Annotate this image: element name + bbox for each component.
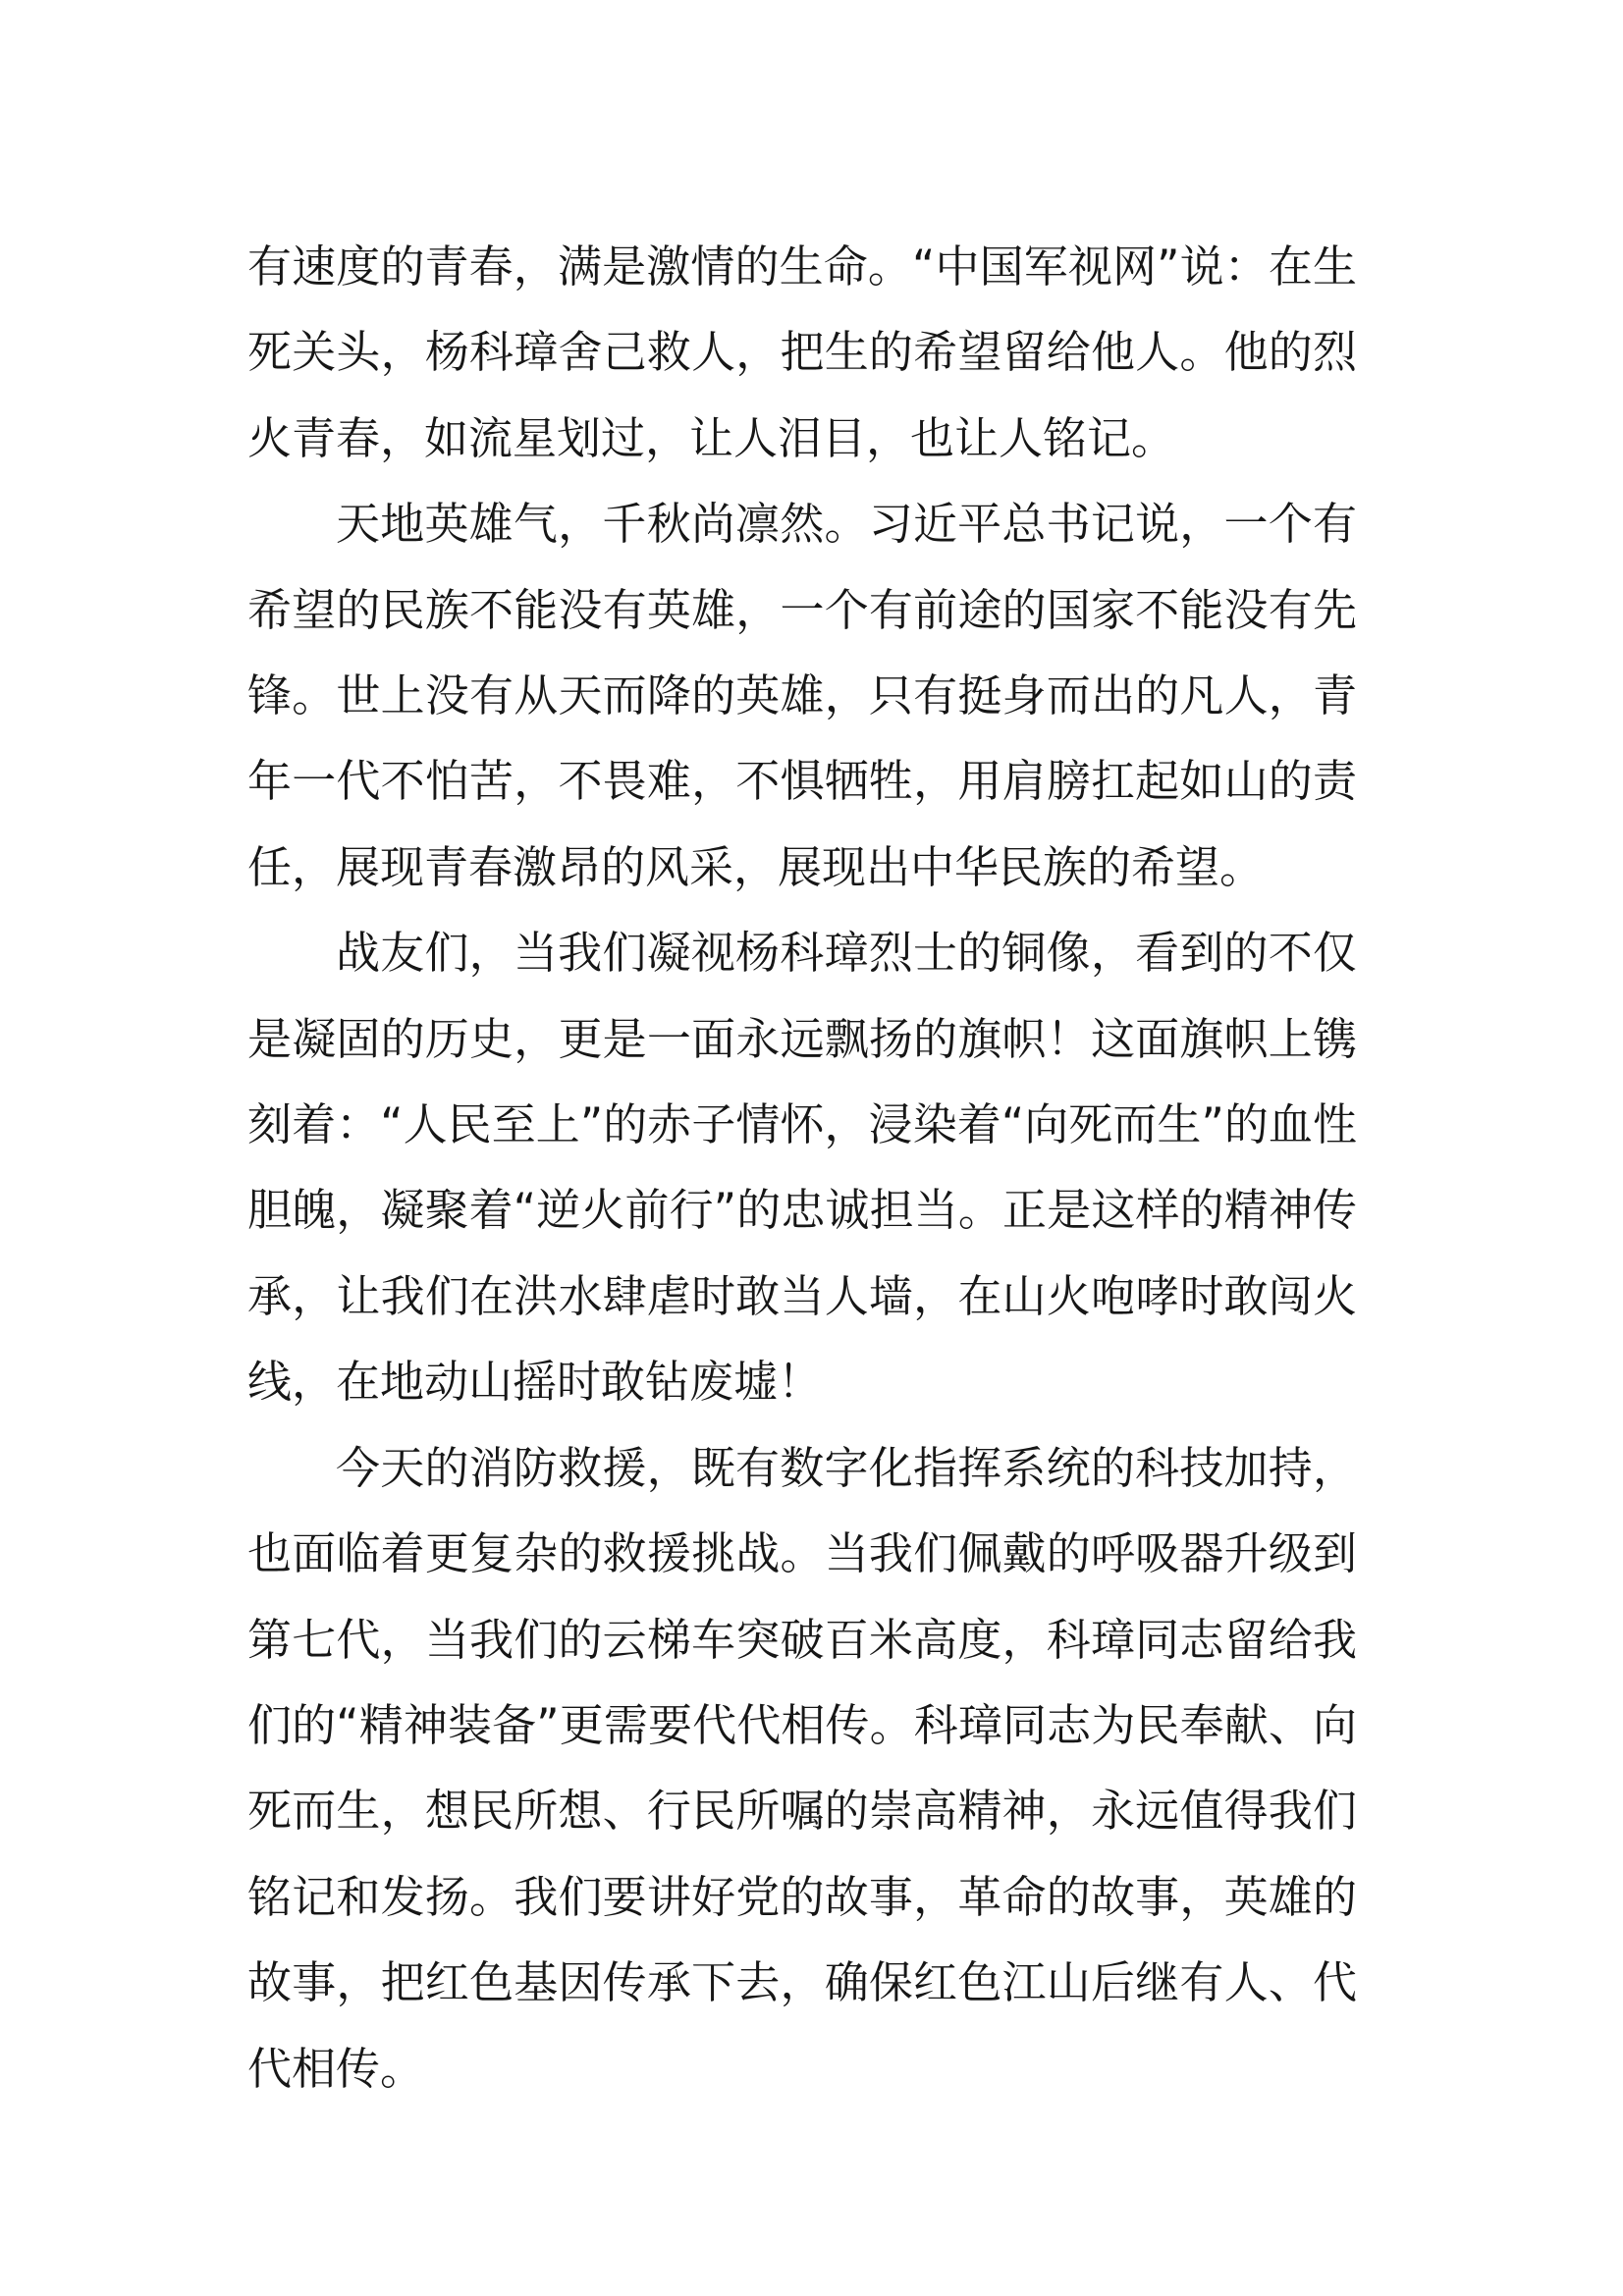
paragraph: 天地英雄气，千秋尚凛然。习近平总书记说，一个有希望的民族不能没有英雄，一个有前途的国家不能没有先锋。世上没有从天而降的英雄，只有挺身而出的凡人，青年一代不怕苦，不畏难，不惧牺牲，用肩膀扛起如山的责任，展现青春激昂的风采，展现出中华民族的希望。: [247, 498, 1357, 893]
document-body: [247, 224, 1357, 2111]
paragraph: 今天的消防救援，既有数字化指挥系统的科技加持，也面临着更复杂的救援挑战。当我们佩戴的呼吸器升级到第七代，当我们的云梯车突破百米高度，科璋同志留给我们的“精神装备”更需要代代相传。科璋同志为民奉献、向死而生，想民所想、行民所嘱的崇高精神，永远值得我们铭记和发扬。我们要讲好党的故事，革命的故事，英雄的故事，把红色基因传承下去，确保红色江山后继有人、代代相传。: [247, 1441, 1357, 2095]
paragraph-continued: 有速度的青春，满是激情的生命。“中国军视网”说：在生死关头，杨科璋舍己救人，把生的希望留给他人。他的烈火青春，如流星划过，让人泪目，也让人铭记。: [247, 240, 1357, 464]
paragraph: 战友们，当我们凝视杨科璋烈士的铜像，看到的不仅是凝固的历史，更是一面永远飘扬的旗帜！这面旗帜上镌刻着：“人民至上”的赤子情怀，浸染着“向死而生”的血性胆魄，凝聚着“逆火前行”的忠诚担当。正是这样的精神传承，让我们在洪水肆虐时敢当人墙，在山火咆哮时敢闯火线，在地动山摇时敢钻废墟！: [247, 927, 1357, 1409]
